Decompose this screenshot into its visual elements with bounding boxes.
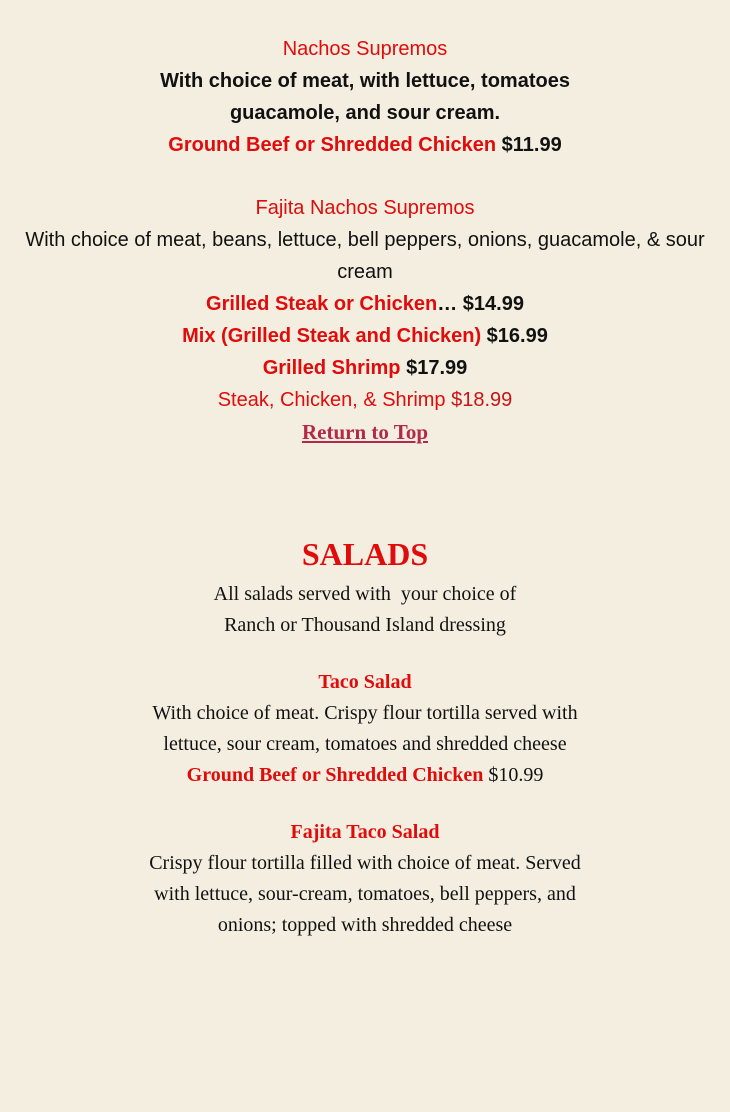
nachos-supremos-desc-line2: guacamole, and sour cream. xyxy=(229,102,501,124)
fajita-nachos-option-label: Grilled Steak or Chicken xyxy=(206,293,438,315)
nachos-supremos-title: Nachos Supremos xyxy=(282,38,448,60)
fajita-nachos-option-price: $17.99 xyxy=(400,357,468,379)
fajita-nachos-title: Fajita Nachos Supremos xyxy=(255,197,475,219)
fajita-nachos-option xyxy=(20,352,710,384)
fajita-nachos-option xyxy=(20,384,710,416)
fajita-nachos-option-price: … $14.99 xyxy=(437,293,524,315)
fajita-taco-salad-desc-line3: onions; topped with shredded cheese xyxy=(217,914,513,936)
salads-intro-line1: All salads served with your choice of xyxy=(213,583,517,605)
fajita-taco-salad-desc-line2: with lettuce, sour-cream, tomatoes, bell peppers, and xyxy=(154,883,576,905)
taco-salad-item xyxy=(0,667,730,791)
nachos-supremos-option-price: $11.99 xyxy=(496,134,562,156)
taco-salad-option-label: Ground Beef or Shredded Chicken xyxy=(186,764,484,786)
taco-salad-desc-line1: With choice of meat. Crispy flour tortilla served with xyxy=(152,702,578,724)
fajita-nachos-option-price: $18.99 xyxy=(445,389,513,411)
nachos-supremos-section xyxy=(0,33,730,161)
fajita-taco-salad-desc-line1: Crispy flour tortilla filled with choice of meat. Served xyxy=(149,852,581,874)
fajita-nachos-option-label: Mix (Grilled Steak and Chicken) xyxy=(182,325,482,347)
taco-salad-desc-line2: lettuce, sour cream, tomatoes and shredded cheese xyxy=(163,733,567,755)
salads-heading: SALADS xyxy=(301,536,429,572)
nachos-supremos-desc-line1: With choice of meat, with lettuce, tomatoes xyxy=(160,70,570,92)
nachos-supremos-option xyxy=(0,129,730,161)
salads-intro xyxy=(0,579,730,641)
fajita-nachos-option-label: Steak, Chicken, & Shrimp xyxy=(217,389,446,411)
taco-salad-option-price: $10.99 xyxy=(483,764,544,786)
fajita-nachos-section xyxy=(20,192,710,449)
fajita-nachos-option-label: Grilled Shrimp xyxy=(262,357,401,379)
salads-intro-line2: Ranch or Thousand Island dressing xyxy=(224,614,506,636)
return-to-top-link[interactable]: Return to Top xyxy=(301,420,429,444)
fajita-taco-salad-item xyxy=(0,817,730,941)
taco-salad-option xyxy=(0,760,730,791)
taco-salad-title: Taco Salad xyxy=(318,671,412,693)
fajita-nachos-option xyxy=(20,320,710,352)
nachos-supremos-option-label: Ground Beef or Shredded Chicken xyxy=(168,134,497,156)
fajita-nachos-option-price: $16.99 xyxy=(481,325,548,347)
return-to-top-row xyxy=(20,416,710,449)
salads-section xyxy=(0,532,730,941)
fajita-nachos-desc: With choice of meat, beans, lettuce, bell peppers, onions, guacamole, & sour cream xyxy=(25,229,705,283)
fajita-nachos-option xyxy=(20,288,710,320)
fajita-taco-salad-title: Fajita Taco Salad xyxy=(290,821,440,843)
